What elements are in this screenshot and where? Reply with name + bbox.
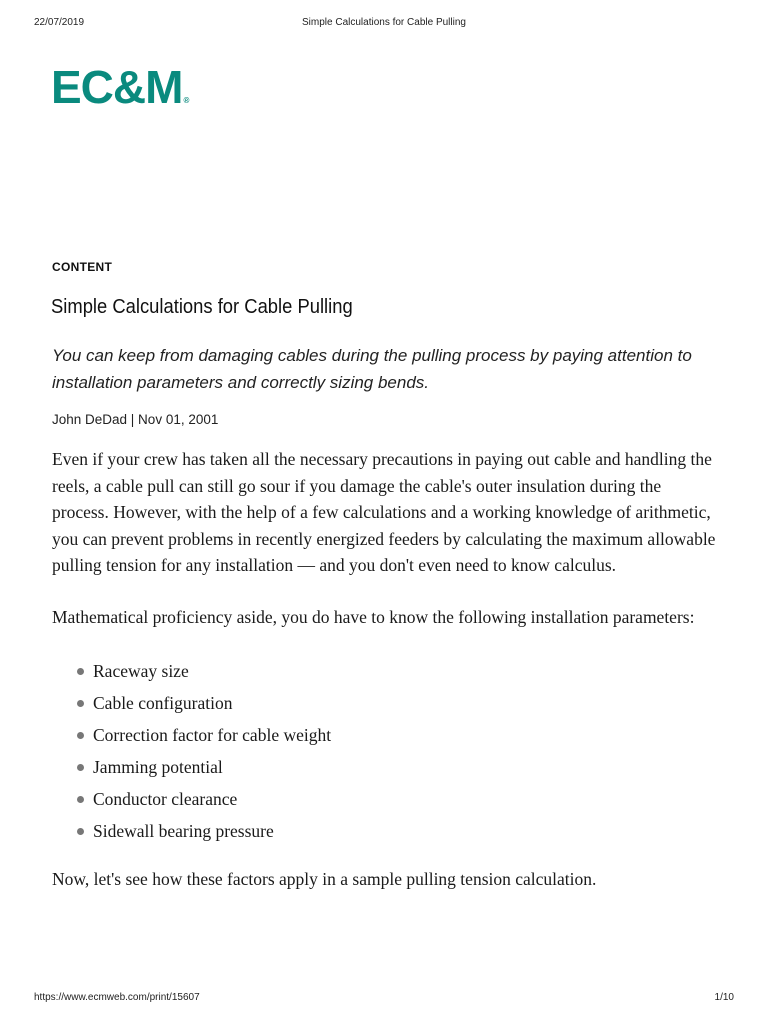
registered-mark: ®: [183, 96, 190, 105]
parameter-list: [52, 655, 722, 847]
body-paragraph: Even if your crew has taken all the necessary precautions in paying out cable and handling the reels, a cable pull can still go sour if you damage the cable's outer insulation during the process. However, with the help of a few calculations and a working knowledge of arithmetic, you can prevent problems in recently energized feeders by calculating the maximum allowable pulling tension for any installation — and you don't even need to know calculus.: [52, 449, 716, 575]
list-item: [52, 655, 722, 687]
list-item: [52, 815, 722, 847]
bullet-icon: [77, 828, 84, 835]
list-item: [52, 719, 722, 751]
list-item-text: Jamming potential: [93, 757, 223, 777]
article-title: Simple Calculations for Cable Pulling: [51, 296, 353, 318]
article-deck: You can keep from damaging cables during the pulling process by paying attention to installation parameters and correctly sizing bends.: [52, 346, 692, 392]
bullet-icon: [77, 796, 84, 803]
list-item: [52, 783, 722, 815]
print-header: [0, 17, 768, 31]
print-page-title: Simple Calculations for Cable Pulling: [302, 17, 466, 28]
list-item-text: Sidewall bearing pressure: [93, 821, 274, 841]
list-item: [52, 687, 722, 719]
body-paragraph: Mathematical proficiency aside, you do have to know the following installation parameters:: [52, 606, 695, 627]
list-item-text: Raceway size: [93, 661, 189, 681]
page-counter: 1/10: [714, 992, 734, 1003]
list-item: [52, 751, 722, 783]
article-byline: John DeDad | Nov 01, 2001: [52, 412, 219, 427]
ecm-logo[interactable]: [51, 61, 190, 124]
section-label[interactable]: CONTENT: [52, 260, 113, 274]
list-item-text: Conductor clearance: [93, 789, 238, 809]
print-url: https://www.ecmweb.com/print/15607: [34, 992, 200, 1003]
bullet-icon: [77, 732, 84, 739]
bullet-icon: [77, 764, 84, 771]
article-body: [52, 446, 722, 893]
logo-text: EC&M: [51, 61, 183, 113]
list-item-text: Cable configuration: [93, 693, 233, 713]
list-item-text: Correction factor for cable weight: [93, 725, 332, 745]
bullet-icon: [77, 700, 84, 707]
bullet-icon: [77, 668, 84, 675]
body-paragraph: Now, let's see how these factors apply in a sample pulling tension calculation.: [52, 869, 597, 889]
print-date: 22/07/2019: [34, 17, 85, 28]
